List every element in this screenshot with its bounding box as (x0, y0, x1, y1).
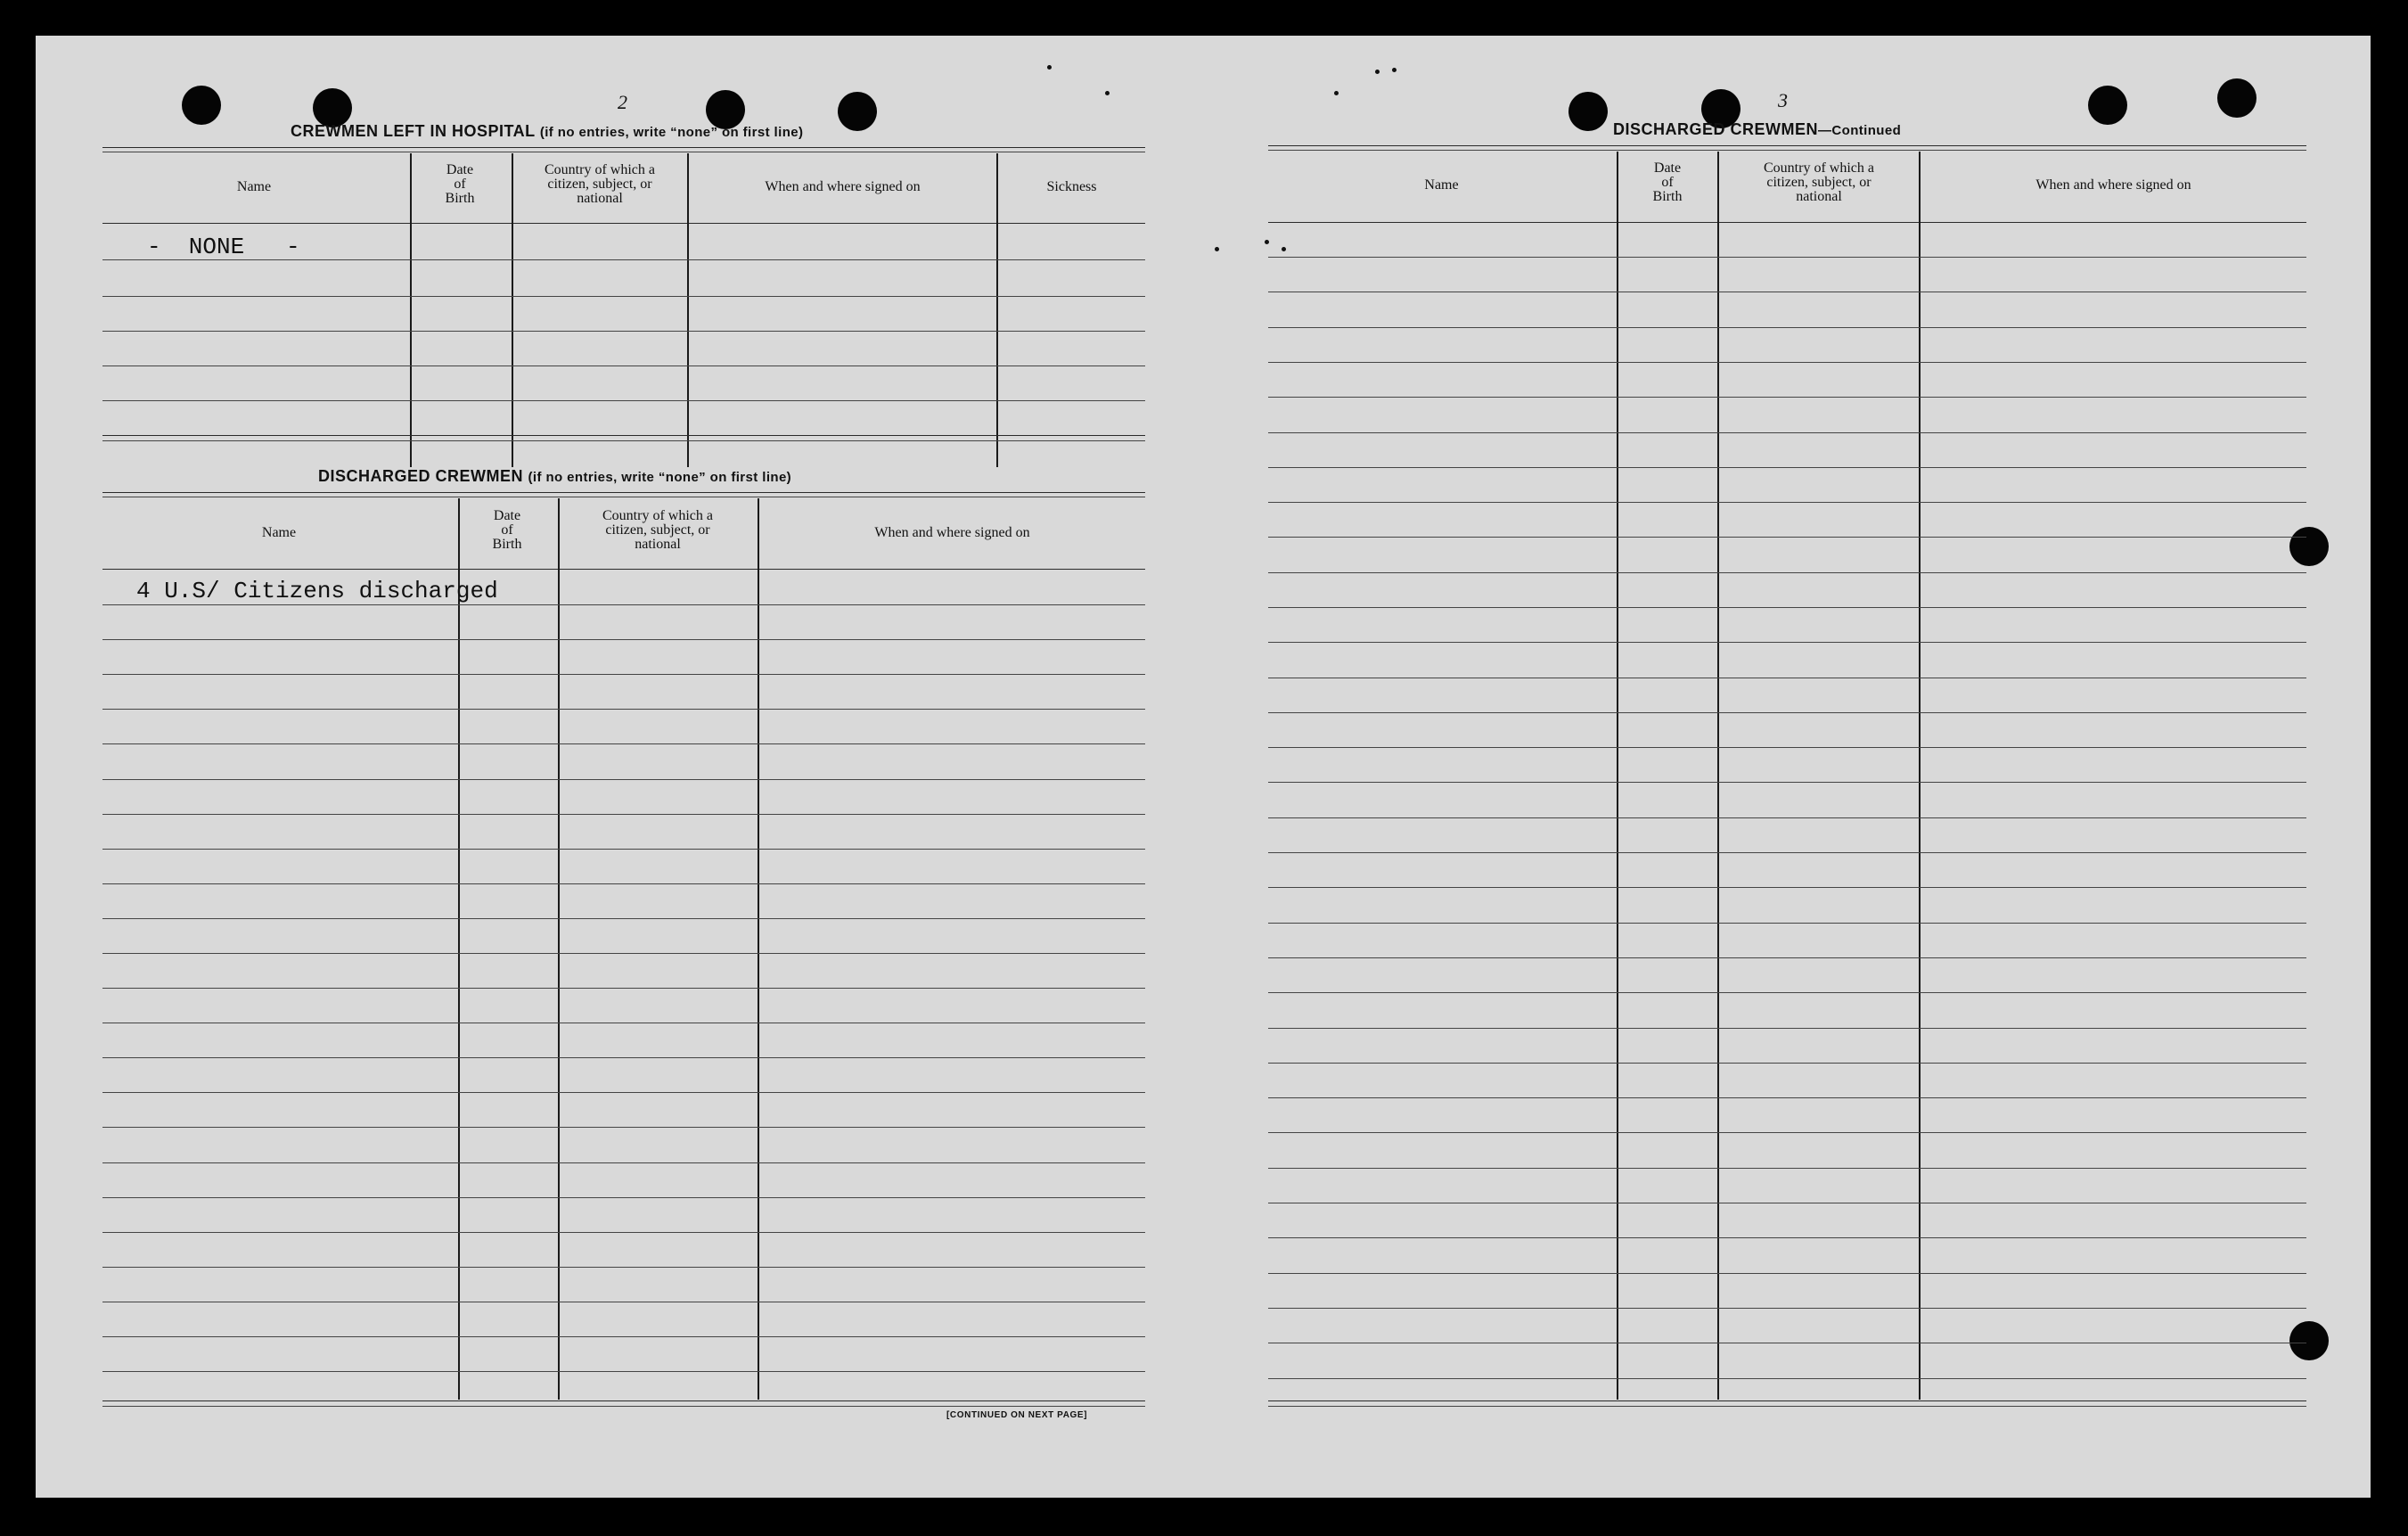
row-line (1268, 642, 2306, 643)
speck (1392, 68, 1396, 72)
hospital-col-country: Country of which a citizen, subject, or national (545, 162, 655, 206)
row-line (1268, 1168, 2306, 1169)
column-divider (512, 153, 513, 467)
speck (1215, 247, 1219, 251)
row-line (102, 1371, 1145, 1372)
row-line (102, 604, 1145, 605)
punch-hole (2088, 86, 2127, 125)
discharged-col-dob: Date of Birth (492, 508, 522, 552)
discharged-col-country: Country of which a citizen, subject, or national (602, 508, 713, 552)
row-line (102, 709, 1145, 710)
speck (1334, 91, 1339, 95)
discharged-entry: 4 U.S/ Citizens discharged (136, 578, 498, 604)
row-line (1268, 1273, 2306, 1274)
table-top-rule (1268, 150, 2306, 151)
hospital-col-dob: Date of Birth (445, 162, 475, 206)
page-number: 2 (618, 91, 627, 113)
punch-hole (2289, 1321, 2329, 1360)
column-divider (1617, 152, 1618, 1400)
row-line (1268, 957, 2306, 958)
punch-hole (182, 86, 221, 125)
row-line (102, 1336, 1145, 1337)
row-line (102, 400, 1145, 401)
column-divider (1919, 152, 1921, 1400)
column-divider (558, 498, 560, 1400)
hospital-instruction: (if no entries, write “none” on first line) (539, 125, 804, 140)
speck (1282, 247, 1286, 251)
row-line (102, 1162, 1145, 1163)
hospital-section-title (291, 122, 803, 141)
continued-suffix: —Continued (1818, 123, 1902, 138)
row-line (102, 296, 1145, 297)
row-line (102, 918, 1145, 919)
row-line (102, 1127, 1145, 1128)
row-line (1268, 747, 2306, 748)
continued-col-signed-on: When and where signed on (2035, 177, 2191, 193)
page-number: 3 (1778, 89, 1788, 111)
row-line (102, 674, 1145, 675)
row-line (1268, 1308, 2306, 1309)
discharged-section-title (318, 467, 791, 486)
row-line (102, 883, 1145, 884)
punch-hole (2217, 78, 2256, 118)
row-line (1268, 502, 2306, 503)
hospital-entry: - NONE - (147, 234, 300, 260)
table-bottom-rule (1268, 1400, 2306, 1401)
row-line (102, 1057, 1145, 1058)
row-line (102, 849, 1145, 850)
row-line (1268, 327, 2306, 328)
row-line (1268, 887, 2306, 888)
punch-hole (838, 92, 877, 131)
row-line (1268, 817, 2306, 818)
row-line (1268, 1028, 2306, 1029)
hospital-col-signed-on: When and where signed on (765, 179, 921, 194)
table-bottom-rule (102, 440, 1145, 441)
table-top-rule (102, 147, 1145, 148)
row-line (1268, 362, 2306, 363)
row-line (102, 953, 1145, 954)
row-line (1268, 782, 2306, 783)
column-divider (458, 498, 460, 1400)
punch-hole (1568, 92, 1608, 131)
speck (1375, 70, 1380, 74)
row-line (1268, 712, 2306, 713)
row-line (1268, 923, 2306, 924)
speck (1047, 65, 1052, 70)
row-line (1268, 537, 2306, 538)
continued-col-country: Country of which a citizen, subject, or national (1764, 160, 1874, 204)
row-line (102, 1197, 1145, 1198)
hospital-col-name: Name (236, 179, 272, 194)
row-line (102, 331, 1145, 332)
row-line (1268, 397, 2306, 398)
continued-col-name: Name (1424, 177, 1459, 193)
discharged-instruction: (if no entries, write “none” on first line) (528, 470, 792, 485)
row-line (102, 639, 1145, 640)
row-line (1268, 1378, 2306, 1379)
column-divider (758, 498, 759, 1400)
column-divider (410, 153, 412, 467)
row-line (102, 814, 1145, 815)
table-bottom-rule (102, 435, 1145, 436)
table-bottom-rule (1268, 1406, 2306, 1407)
row-line (102, 779, 1145, 780)
row-line (102, 1232, 1145, 1233)
header-rule (102, 223, 1145, 224)
table-bottom-rule (102, 1406, 1145, 1407)
continued-footnote: [CONTINUED ON NEXT PAGE] (946, 1410, 1088, 1420)
row-line (102, 1092, 1145, 1093)
hospital-col-sickness: Sickness (1046, 179, 1097, 194)
table-top-rule (1268, 145, 2306, 146)
discharged-col-signed-on: When and where signed on (874, 525, 1030, 540)
row-line (1268, 1237, 2306, 1238)
speck (1265, 240, 1269, 244)
table-top-rule (102, 492, 1145, 493)
row-line (102, 988, 1145, 989)
discharged-title-text: DISCHARGED CREWMEN (318, 467, 524, 485)
row-line (1268, 1097, 2306, 1098)
row-line (1268, 432, 2306, 433)
punch-hole (2289, 527, 2329, 566)
continued-col-dob: Date of Birth (1652, 160, 1683, 204)
header-rule (102, 569, 1145, 570)
hospital-title-text: CREWMEN LEFT IN HOSPITAL (291, 122, 536, 140)
row-line (102, 1267, 1145, 1268)
continued-title-text: DISCHARGED CREWMEN (1613, 120, 1819, 138)
column-divider (1717, 152, 1719, 1400)
row-line (1268, 467, 2306, 468)
row-line (1268, 572, 2306, 573)
row-line (1268, 257, 2306, 258)
row-line (1268, 992, 2306, 993)
speck (1105, 91, 1110, 95)
row-line (1268, 1132, 2306, 1133)
column-divider (996, 153, 998, 467)
header-rule (1268, 222, 2306, 223)
manifest-sheet (36, 36, 2371, 1498)
row-line (102, 743, 1145, 744)
table-bottom-rule (102, 1400, 1145, 1401)
discharged-col-name: Name (261, 525, 297, 540)
continued-section-title (1613, 120, 1901, 139)
row-line (1268, 1063, 2306, 1064)
row-line (1268, 607, 2306, 608)
row-line (1268, 852, 2306, 853)
column-divider (687, 153, 689, 467)
